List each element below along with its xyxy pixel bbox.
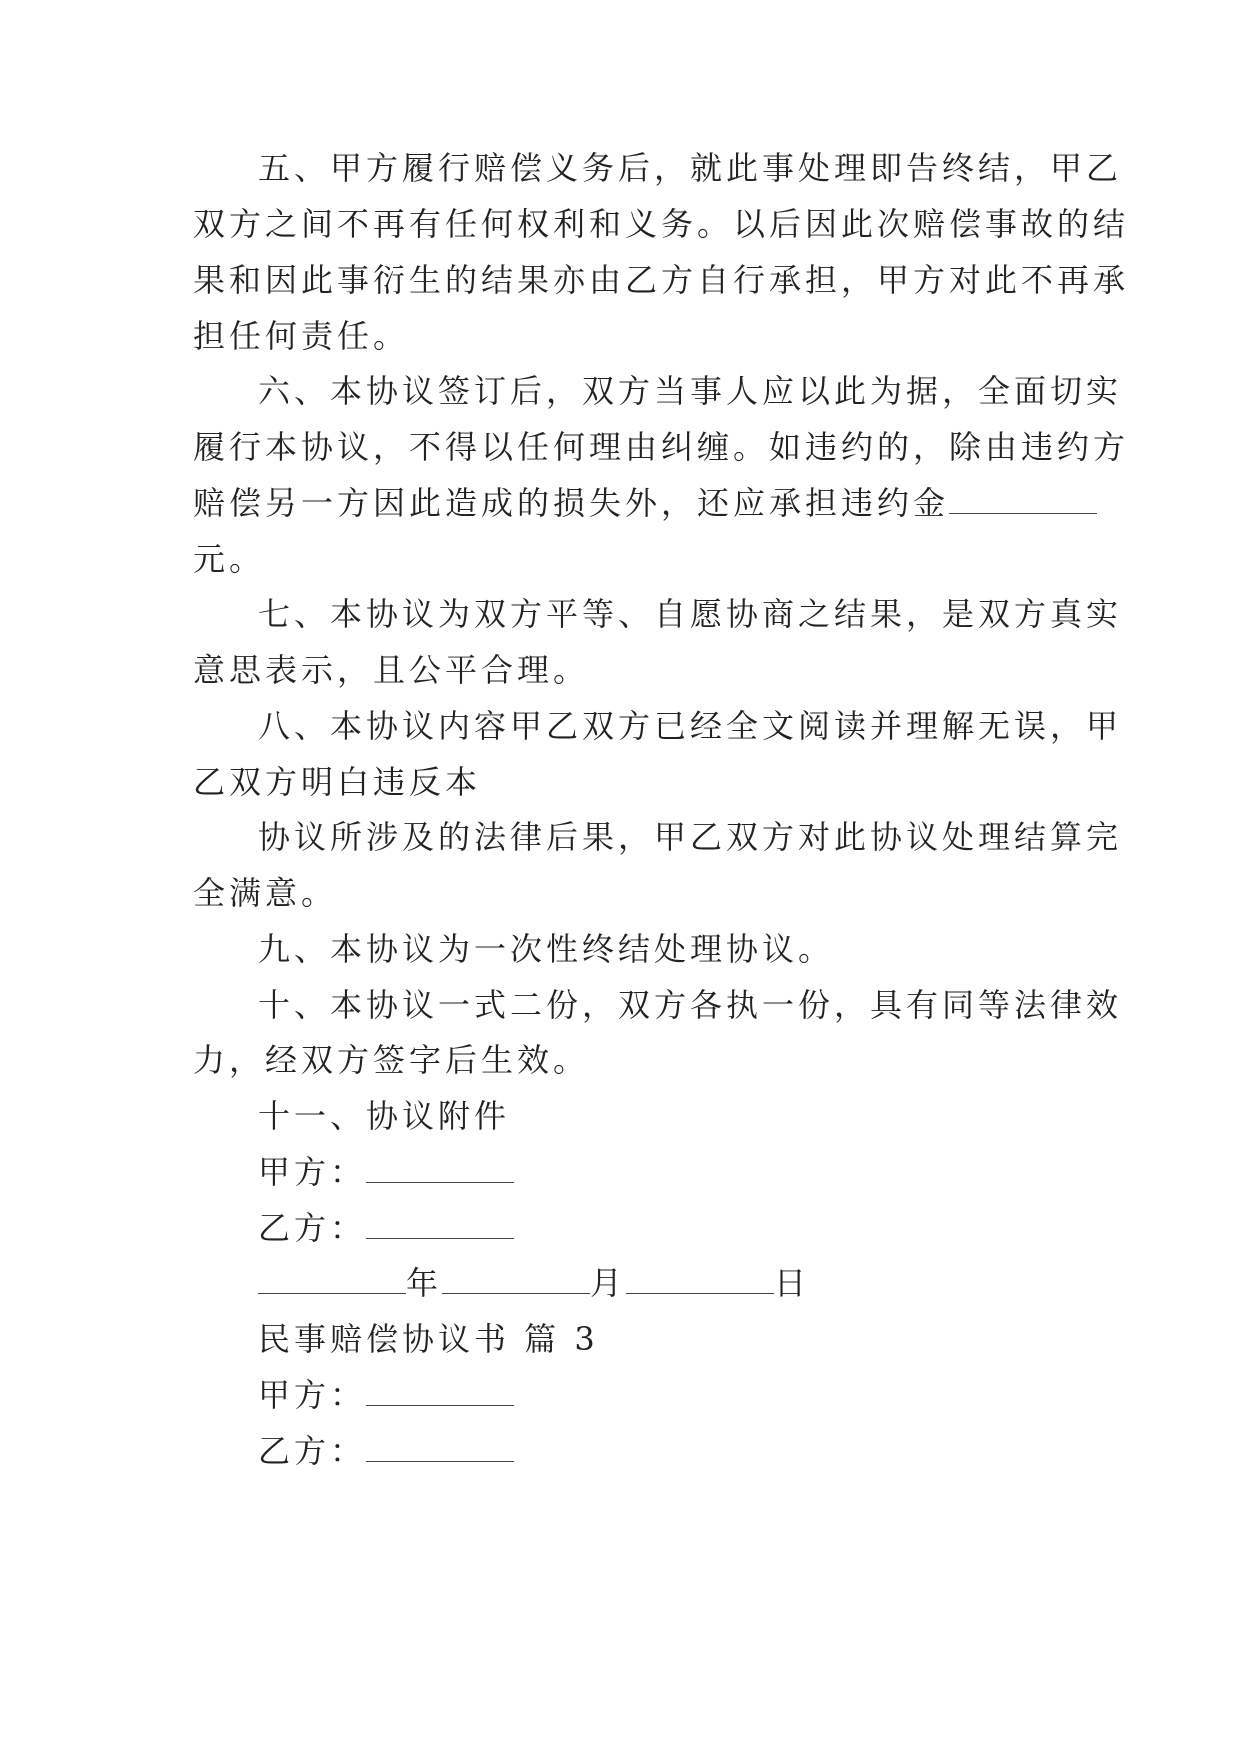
paragraph-line: 履行本协议，不得以任何理由纠缠。如违约的，除由违约方 [193,428,1130,466]
party-a-line [258,1152,514,1192]
party-b-line [258,1431,514,1471]
year-blank [258,1263,406,1294]
party-b-label: 乙方： [258,1209,367,1247]
paragraph-line [193,483,1097,523]
paragraph-line: 八、本协议内容甲乙双方已经全文阅读并理解无误，甲 [258,707,1123,745]
day-blank [626,1263,774,1294]
penalty-amount-blank [949,483,1097,514]
paragraph-line: 双方之间不再有任何权利和义务。以后因此次赔偿事故的结 [193,205,1130,243]
paragraph-line: 全满意。 [193,874,338,912]
party-a-line [258,1375,514,1415]
paragraph-line: 七、本协议为双方平等、自愿协商之结果，是双方真实 [258,595,1123,633]
paragraph-line: 担任何责任。 [193,317,410,355]
month-blank [442,1263,590,1294]
paragraph-line-text: 赔偿另一方因此造成的损失外，还应承担违约金 [193,484,950,522]
party-b-line [258,1208,514,1248]
paragraph-line: 十一、协议附件 [258,1097,511,1135]
paragraph-line: 力，经双方签字后生效。 [193,1041,590,1079]
paragraph-line: 果和因此事衍生的结果亦由乙方自行承担，甲方对此不再承 [193,261,1130,299]
party-b-label: 乙方： [258,1432,367,1470]
day-label: 日 [774,1264,811,1302]
party-a-label: 甲方： [258,1376,367,1414]
party-b-blank [366,1431,514,1462]
paragraph-line: 元。 [193,540,266,578]
party-a-blank [366,1375,514,1406]
year-label: 年 [406,1264,443,1302]
paragraph-line: 五、甲方履行赔偿义务后，就此事处理即告终结，甲乙 [258,149,1123,187]
month-label: 月 [590,1264,627,1302]
paragraph-line: 十、本协议一式二份，双方各执一份，具有同等法律效 [258,986,1123,1024]
date-line [258,1263,810,1303]
paragraph-line: 意思表示，且公平合理。 [193,651,590,689]
paragraph-line: 协议所涉及的法律后果，甲乙双方对此协议处理结算完 [258,818,1123,856]
party-a-blank [366,1152,514,1183]
section-title: 民事赔偿协议书 篇 3 [258,1320,599,1358]
party-a-label: 甲方： [258,1153,367,1191]
paragraph-line: 六、本协议签订后，双方当事人应以此为据，全面切实 [258,372,1123,410]
paragraph-line: 乙双方明白违反本 [193,763,482,801]
party-b-blank [366,1208,514,1239]
paragraph-line: 九、本协议为一次性终结处理协议。 [258,930,835,968]
